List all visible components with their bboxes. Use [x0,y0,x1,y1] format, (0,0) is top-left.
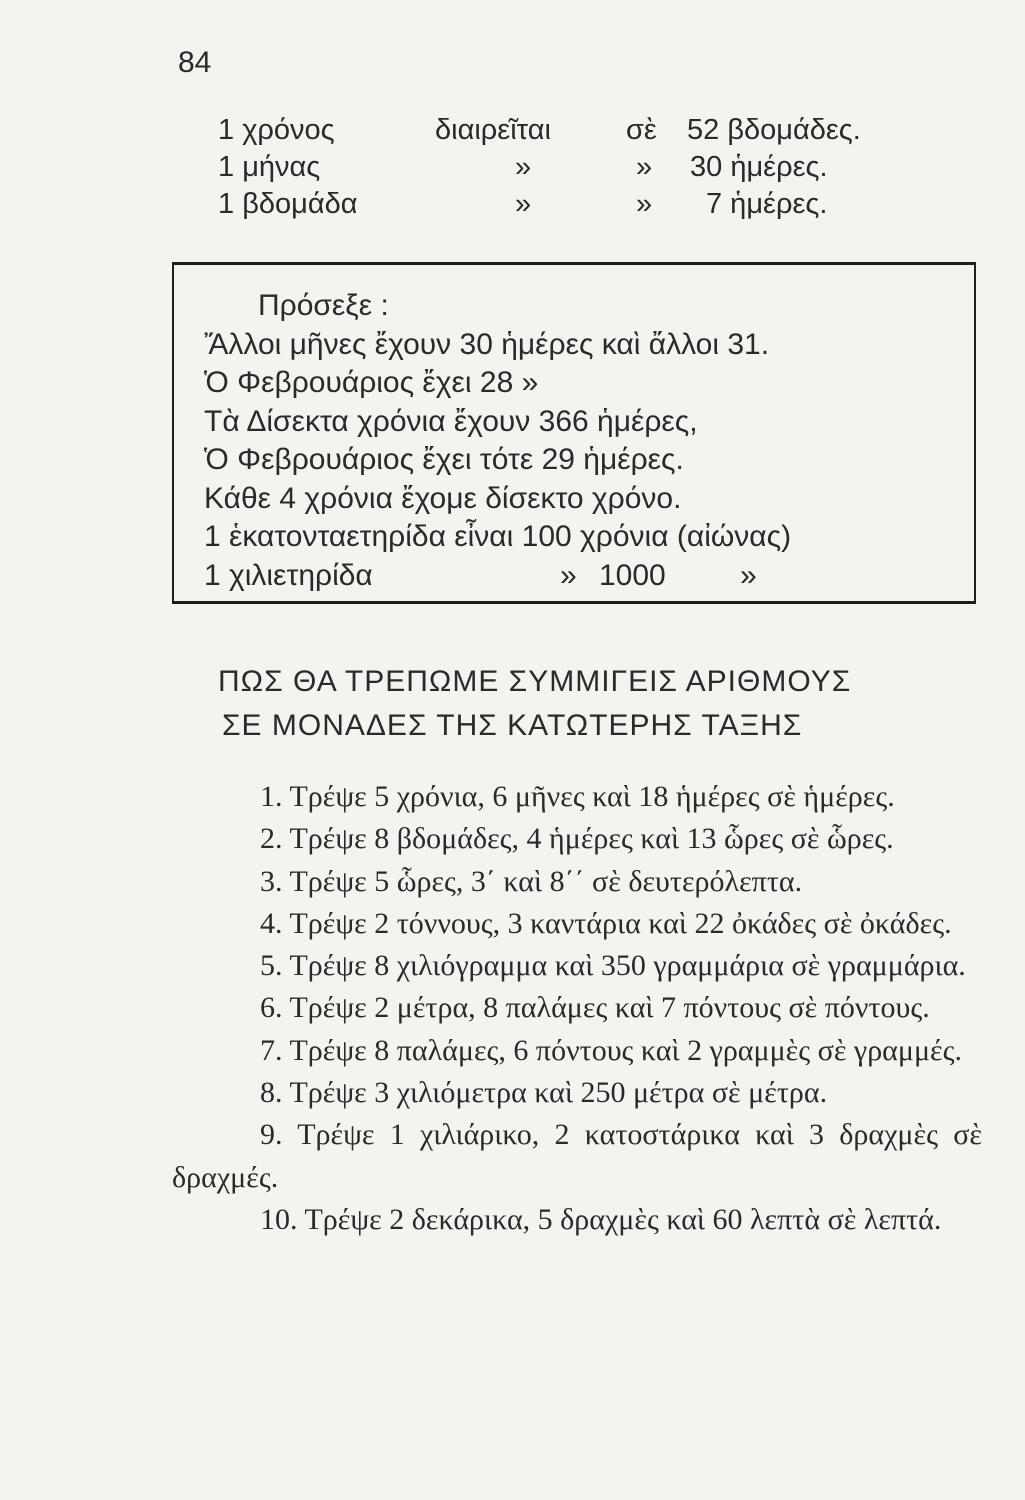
exercise-item [172,987,982,1029]
time-unit-row [218,149,938,186]
time-unit-value: 7 ἡμέρες. [706,188,828,220]
exercise-item [172,1072,982,1114]
exercise-text: Τρέψε 5 χρόνια, 6 μῆνες καὶ 18 ἡμέρες σὲ ἡμέρες. [289,780,895,813]
exercise-item [172,818,982,860]
exercise-number: 7. [260,1033,283,1067]
section-heading [218,660,851,748]
exercise-number: 1. [260,780,283,813]
notice-box [172,262,976,604]
exercise-number: 9. [260,1118,283,1152]
exercise-text: Τρέψε 3 χιλιόμετρα καὶ 250 μέτρα σὲ μέτρα. [289,1076,828,1110]
exercise-number: 6. [260,991,283,1025]
exercise-item [172,1030,982,1072]
time-unit-prep: σὲ [626,114,657,146]
time-unit: 1 βδομάδα [218,188,358,220]
notice-line: Ἄλλοι μῆνες ἔχουν 30 ἡμέρες καὶ ἄλλοι 31. [204,327,770,361]
exercise-number: 3. [260,864,283,898]
time-unit-prep: » [636,151,653,183]
notice-line-ditto: » [560,558,577,592]
time-unit-verb: διαιρεῖται [435,114,551,146]
notice-title: Πρόσεξε : [258,289,389,322]
notice-line: Ὁ Φεβρουάριος ἔχει 28 » [204,366,539,399]
time-unit-row [218,112,938,149]
notice-line: Ὁ Φεβρουάριος ἔχει τότε 29 ἡμέρες. [204,443,684,476]
exercise-text: Τρέψε 1 χιλιάρικο, 2 κατοστάρικα καὶ 3 δραχμὲς σὲ δραχμές. [172,1118,982,1194]
exercise-item [172,1114,982,1199]
exercise-number: 4. [260,906,283,940]
exercise-number: 10. [260,1202,298,1236]
time-unit-value: 52 βδομάδες. [687,114,861,146]
time-units-table [218,112,938,223]
section-heading-line2: ΣΕ ΜΟΝΑΔΕΣ ΤΗΣ ΚΑΤΩΤΕΡΗΣ ΤΑΞΗΣ [222,709,803,742]
exercise-text: Τρέψε 5 ὧρες, 3΄ καὶ 8΄΄ σὲ δευτερόλεπτα. [289,864,803,898]
exercise-item [172,903,982,945]
exercise-item [172,945,982,987]
time-unit-verb: » [515,151,532,183]
exercise-text: Τρέψε 8 βδομάδες, 4 ἡμέρες καὶ 13 ὧρες σὲ ὧρες. [289,822,894,856]
exercise-number: 5. [260,949,283,983]
exercise-number: 8. [260,1076,283,1110]
exercise-item [172,1199,982,1241]
exercise-text: Τρέψε 8 χιλιόγραμμα καὶ 350 γραμμάρια σὲ γραμμάρια. [289,949,966,983]
notice-line-start: 1 χιλιετηρίδα [204,558,373,592]
notice-line: Τὰ Δίσεκτα χρόνια ἔχουν 366 ἡμέρες, [204,404,698,438]
time-unit-prep: » [636,188,653,220]
notice-line [174,557,791,596]
time-unit: 1 χρόνος [218,114,335,146]
exercise-text: Τρέψε 2 τόννους, 3 καντάρια καὶ 22 ὀκάδες σὲ ὀκάδες. [289,906,952,940]
exercise-text: Τρέψε 2 δεκάρικα, 5 δραχμὲς καὶ 60 λεπτὰ σὲ λεπτά. [304,1202,942,1236]
exercise-text: Τρέψε 8 παλάμες, 6 πόντους καὶ 2 γραμμὲς σὲ γραμμές. [289,1033,963,1067]
notice-line-number: 1000 [599,558,666,592]
time-unit-value: 30 ἡμέρες. [690,151,828,183]
time-unit-verb: » [515,188,532,220]
exercise-item [172,776,982,818]
time-unit: 1 μήνας [218,151,321,183]
page-number: 84 [178,46,212,79]
notice-content [174,287,791,595]
exercise-text: Τρέψε 2 μέτρα, 8 παλάμες καὶ 7 πόντους σὲ πόντους. [289,991,930,1025]
exercise-list [172,776,982,1241]
exercise-number: 2. [260,822,283,856]
notice-line: Κάθε 4 χρόνια ἔχομε δίσεκτο χρόνο. [204,481,682,515]
notice-line-ditto-end: » [740,558,757,592]
notice-line: 1 ἑκατονταετηρίδα εἶναι 100 χρόνια (αἰώνας) [204,520,792,553]
exercise-item [172,861,982,903]
time-unit-row [218,186,938,223]
section-heading-line1: ΠΩΣ ΘΑ ΤΡΕΠΩΜΕ ΣΥΜΜΙΓΕΙΣ ΑΡΙΘΜΟΥΣ [218,665,852,698]
